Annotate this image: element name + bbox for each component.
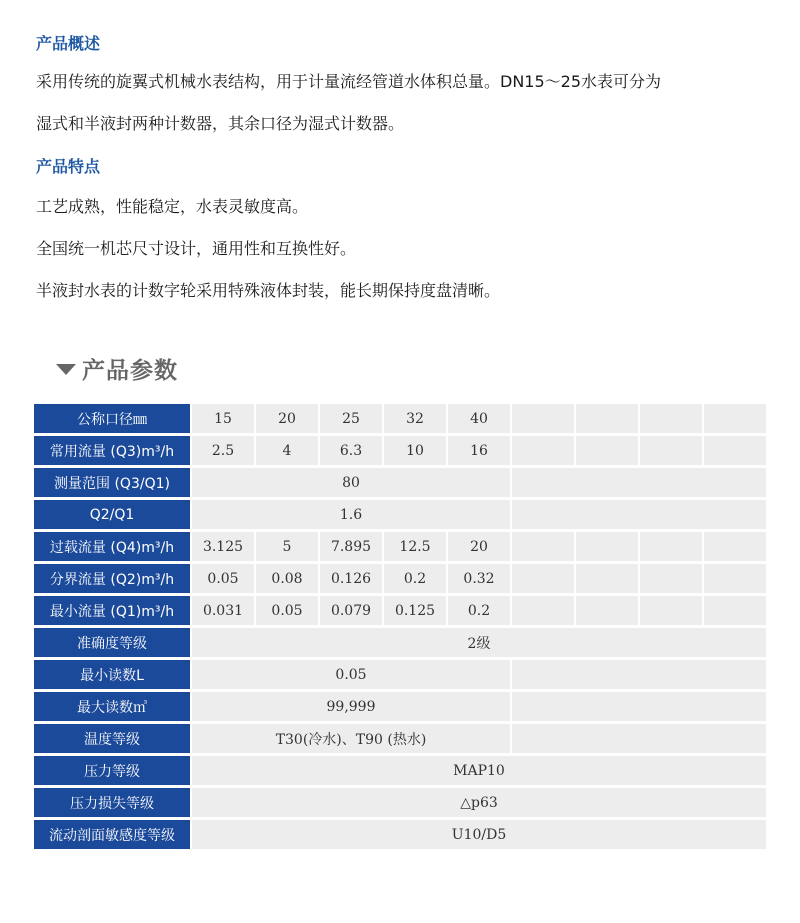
row-label: Q2/Q1 [34,500,190,529]
table-cell [512,404,574,433]
triangle-down-icon [56,364,76,375]
table-cell: 5 [256,532,318,561]
table-cell [512,532,574,561]
table-cell: 20 [448,532,510,561]
table-cell [512,724,766,753]
table-cell [640,532,702,561]
table-cell: 1.6 [192,500,510,529]
table-cell: MAP10 [192,756,766,785]
table-row [34,596,766,625]
row-label: 压力损失等级 [34,788,190,817]
overview-title: 产品概述 [36,34,101,53]
table-cell: 0.05 [256,596,318,625]
table-cell [512,436,574,465]
table-cell: 40 [448,404,510,433]
table-cell: 16 [448,436,510,465]
feature-item: 半液封水表的计数字轮采用特殊液体封装，能长期保持度盘清晰。 [36,281,501,300]
table-cell: 7.895 [320,532,382,561]
overview-line-1: 采用传统的旋翼式机械水表结构，用于计量流经管道水体积总量。DN15～25水表可分为 [36,72,662,91]
row-label: 最小流量 (Q1)m³/h [34,596,190,625]
table-cell: U10/D5 [192,820,766,849]
table-cell [640,564,702,593]
table-cell: T30(冷水)、T90 (热水) [192,724,510,753]
row-label: 流动剖面敏感度等级 [34,820,190,849]
table-cell: 2.5 [192,436,254,465]
table-cell [640,404,702,433]
table-cell [512,500,766,529]
table-cell [576,532,638,561]
table-cell: 99,999 [192,692,510,721]
table-cell [704,532,766,561]
table-cell [576,404,638,433]
table-row [34,500,766,529]
row-label: 过载流量 (Q4)m³/h [34,532,190,561]
table-cell [704,564,766,593]
overview-text [36,61,776,145]
table-cell [704,596,766,625]
table-row [34,692,766,721]
table-row [34,756,766,785]
row-label: 最小读数L [34,660,190,689]
row-label: 最大读数㎥ [34,692,190,721]
overview-line-2: 湿式和半液封两种计数器，其余口径为湿式计数器。 [36,114,405,133]
table-cell: 0.125 [384,596,446,625]
row-label: 分界流量 (Q2)m³/h [34,564,190,593]
params-table [32,401,768,852]
table-cell: 0.031 [192,596,254,625]
table-cell [512,660,766,689]
table-cell: 15 [192,404,254,433]
table-row [34,788,766,817]
table-row [34,468,766,497]
params-header [56,352,178,385]
table-cell: △p63 [192,788,766,817]
table-cell: 25 [320,404,382,433]
table-cell: 32 [384,404,446,433]
feature-item: 工艺成熟，性能稳定，水表灵敏度高。 [36,197,309,216]
table-cell [512,468,766,497]
table-cell: 0.2 [448,596,510,625]
table-cell: 0.126 [320,564,382,593]
table-cell: 0.08 [256,564,318,593]
table-cell: 12.5 [384,532,446,561]
row-label: 测量范围 (Q3/Q1) [34,468,190,497]
table-cell [512,596,574,625]
row-label: 常用流量 (Q3)m³/h [34,436,190,465]
table-row [34,724,766,753]
table-row [34,628,766,657]
row-label: 温度等级 [34,724,190,753]
table-cell [576,564,638,593]
row-label: 压力等级 [34,756,190,785]
table-row [34,820,766,849]
table-cell: 3.125 [192,532,254,561]
table-cell [640,596,702,625]
table-cell: 2级 [192,628,766,657]
table-row [34,436,766,465]
table-cell: 80 [192,468,510,497]
table-cell [512,564,574,593]
features-list [36,186,776,312]
table-cell [704,404,766,433]
table-cell [512,692,766,721]
table-cell: 0.05 [192,564,254,593]
table-cell: 0.2 [384,564,446,593]
table-cell [640,436,702,465]
row-label: 公称口径㎜ [34,404,190,433]
table-cell: 0.05 [192,660,510,689]
table-cell: 4 [256,436,318,465]
table-row [34,564,766,593]
table-cell [576,436,638,465]
table-cell: 0.32 [448,564,510,593]
feature-item: 全国统一机芯尺寸设计，通用性和互换性好。 [36,239,357,258]
table-row [34,404,766,433]
table-cell [704,436,766,465]
table-cell: 6.3 [320,436,382,465]
table-row [34,532,766,561]
table-cell: 0.079 [320,596,382,625]
table-row [34,660,766,689]
table-cell [576,596,638,625]
params-title: 产品参数 [82,358,178,384]
table-cell: 10 [384,436,446,465]
row-label: 准确度等级 [34,628,190,657]
features-title: 产品特点 [36,157,101,176]
table-cell: 20 [256,404,318,433]
